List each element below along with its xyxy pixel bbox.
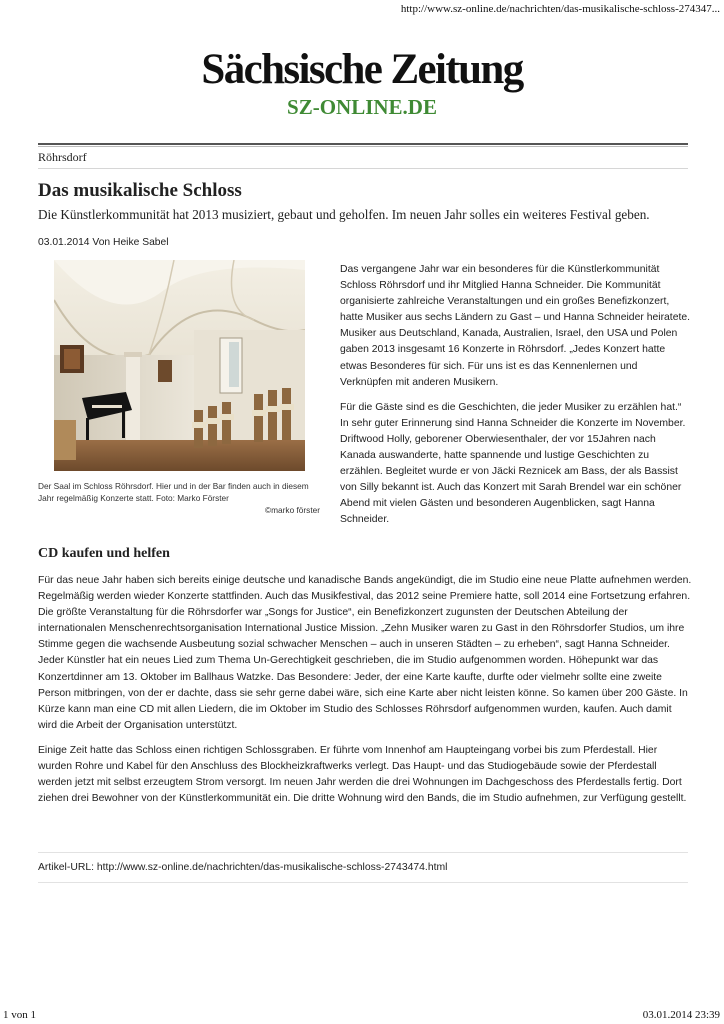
print-datetime: 03.01.2014 23:39	[642, 1009, 720, 1021]
newspaper-logo: Sächsische Zeitung	[201, 46, 523, 93]
section-label[interactable]: Röhrsdorf	[38, 150, 87, 164]
article-url-link[interactable]: Artikel-URL: http://www.sz-online.de/nachrichten/das-musikalische-schloss-2743474.html	[38, 862, 448, 873]
url-divider-bottom	[38, 882, 688, 883]
intro-paragraph: Das vergangene Jahr war ein besonderes für die Künstlerkommunität Schloss Röhrsdorf und ihr Mitglied Hanna Schneider. Die Kommunität organisierte zahlreiche Veranstaltungen und ein großes Benefizkonzert, hatte Musiker aus sechs Ländern zu Gast – und Hanna Schneider heiratete. Musiker aus Deutschland, Kanada, Australien, Israel, den USA und Polen gaben 2013 insgesamt 16 Konzerte in Röhrsdorf. „Jedes Konzert hatte etwas Besonderes für sich. Für uns ist es das Kennenlernen und Verknüpfen mit anderen Musikern.	[340, 264, 691, 388]
article-dateline: 03.01.2014 Von Heike Sabel	[38, 237, 169, 248]
photo-credit: ©marko förster	[265, 505, 320, 515]
print-page-number: 1 von 1	[3, 1009, 36, 1021]
article-body	[38, 573, 692, 816]
intro-paragraph: Für die Gäste sind es die Geschichten, die jeder Musiker zu erzählen hat.“ In sehr guter Erinnerung sind Hanna Schneider die Konzerte im November. Driftwood Holly, geborener Oberwiesenthaler, der vor 15Jahren nach Kanada auswanderte, hatte spannende und lustige Geschichten zu erzählen. Begleitet wurde er von Jäcki Reznicek am Bass, der als Bassist von Silly bekannt ist. Auch das Konzert mit Sarah Brendel war ein schöner Abend mit vielen Gästen und besonderen Augenblicken, sagt Hanna Schneider.	[340, 401, 686, 526]
photo-caption: Der Saal im Schloss Röhrsdorf. Hier und in der Bar finden auch in diesem Jahr regelmäßig Konzerte statt. Foto: Marko Förster	[38, 481, 309, 503]
print-header-url: http://www.sz-online.de/nachrichten/das-musikalische-schloss-274347...	[400, 3, 720, 15]
masthead-rule-thin	[38, 146, 688, 147]
article-photo[interactable]	[54, 260, 305, 471]
masthead[interactable]	[0, 44, 724, 119]
article-intro	[340, 262, 692, 538]
masthead-rule	[38, 143, 688, 145]
section-divider	[38, 168, 688, 169]
url-divider-top	[38, 852, 688, 853]
site-logo-subtitle: SZ-ONLINE.DE	[287, 95, 437, 119]
body-paragraph: Einige Zeit hatte das Schloss einen richtigen Schlossgraben. Er führte vom Innenhof am Haupteingang vorbei bis zum Pferdestall. Hier wurden Rohre und Kabel für den Anschluss des Blockheizkraftwerks verlegt. Das Haupt- und das Studiogebäude sowie der Pferdestall werden jetzt mit selbst erzeugtem Strom versorgt. Im neuen Jahr werden die drei Wohnungen im Dachgeschoss des Pferdestalls fertig. Dort ziehen drei Bewohner von der Künstlerkommunität ein. Die dritte Wohnung wird den Bands, die im Studio aufnehmen, zur Verfügung gestellt.	[38, 744, 687, 805]
section-heading: CD kaufen und helfen	[38, 546, 170, 561]
article-subtitle: Die Künstlerkommunität hat 2013 musiziert, gebaut und geholfen. Im neuen Jahr solles ein weiteres Festival geben.	[38, 207, 650, 222]
body-paragraph: Für das neue Jahr haben sich bereits einige deutsche und kanadische Bands angekündigt, die im Studio eine neue Platte aufnehmen werden. Regelmäßig werden wieder Konzerte stattfinden. Auch das Musikfestival, das 2012 seine Premiere hatte, soll 2014 eine Fortsetzung erfahren. Die größte Veranstaltung für die Röhrsdorfer war „Songs for Justice“, ein Benefizkonzert zugunsten der Deutschen Abteilung der internationalen Menschenrechtsorganisation International Justice Mission. „Zehn Musiker waren zu Gast in den Röhrsdorfer Studios, um ihre Stimme gegen die wachsende Ausbeutung sozial schwacher Menschen – auch in unseren Städten – zu erheben“, sagt Hanna Schneider. Jeder Künstler hat ein neues Lied zum Thema Un-Gerechtigkeit geschrieben, die im Studio aufgenommen worden. Höhepunkt war das Konzertdinner am 13. Oktober im Ballhaus Watzke. Das Besondere: Jeder, der eine Karte kaufte, durfte oder vielmehr sollte eine zweite Person mitbringen, von der er dachte, dass sie sehr gerne dabei wäre, sich eine Karte aber nicht leisten könne. So kamen über 200 Gäste. In Kürze kann man eine CD mit allen Liedern, die im Oktober im Studio des Schlosses Röhrsdorf aufgenommen wurden, kaufen. Auch damit wird die Arbeit der Organisation unterstützt.	[38, 575, 692, 731]
article-title: Das musikalische Schloss	[38, 180, 242, 201]
